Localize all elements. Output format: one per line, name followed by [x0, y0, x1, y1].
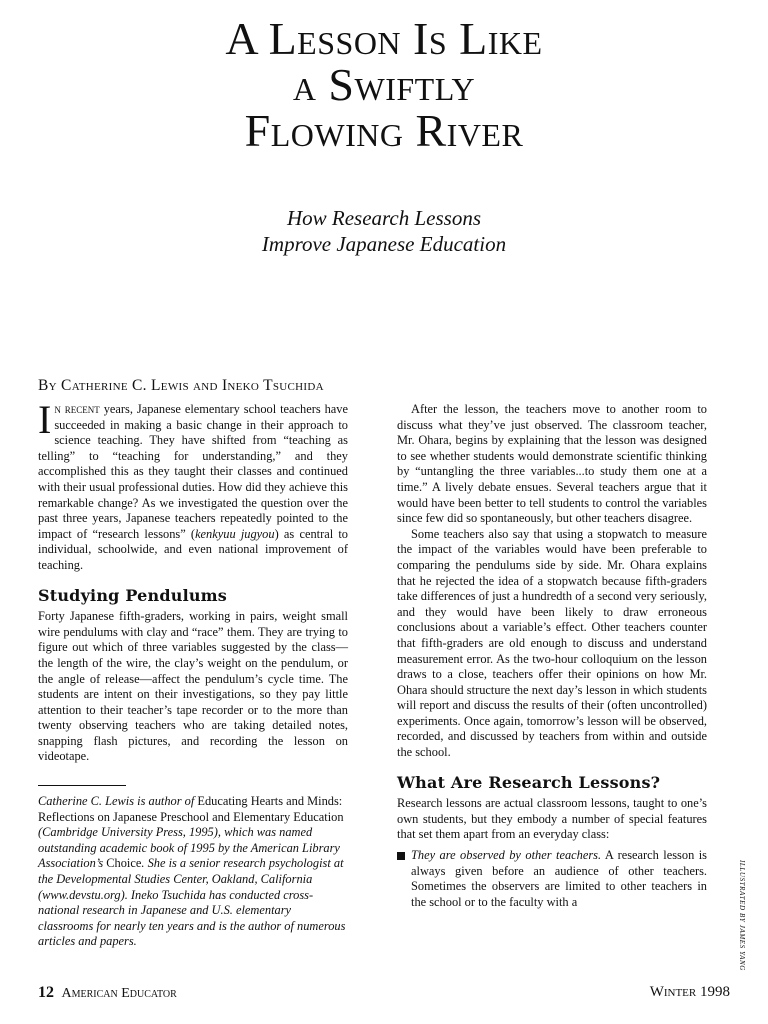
intro-text: years, Japanese elementary school teachers have succeeded in making a basic change in their approach to science teaching. They have shifted from “teaching as telling” to “teaching for understanding,” and they accomplished this as they taught their classes and continued with their usual professional duties. How did they achieve this remarkable change? As we investigated the question over the past three years, Japanese teachers repeatedly pointed to the impact of “research lessons” ( — [38, 402, 348, 541]
stopwatch-paragraph: Some teachers also say that using a stopwatch to measure the impact of the variables would have been preferable to comparing the pendulums side by side. Mr. Ohara explains that he rejected the idea of a stopwatch because fifth-graders take differences of just a hundredth of a second very seriously, and they would have been likely to draw erroneous conclusions about a variable’s effect. Other teachers counter that fifth-graders are old enough to discuss and understand measurement error. As the two-hour colloquium on the lesson draws to a close, teachers offer their opinions on how Mr. Ohara should structure the next day’s lesson in which students will report and discuss the results of their (often uncontrolled) experiments. Once again, tomorrow’s lesson will be observed, recorded, and discussed by teachers from within and outside the school. — [397, 526, 707, 760]
bio-part-e: . She is a senior research psychologist at the Developmental Studies Center, Oakland, California (www.devstu.org). Ineko Tsuchida has conducted cross-national research in Japanese and U.S. elementary classrooms for nearly ten years and is the author of numerous articles and papers. — [38, 856, 346, 949]
article-title — [0, 13, 768, 156]
title-line-2: a Swiftly — [292, 59, 476, 110]
pendulums-paragraph: Forty Japanese fifth-graders, working in pairs, weight small wire pendulums with clay and “race” them. They are trying to figure out which of three variables suggested by the class—the length of the wire, the clay’s weight on the pendulum, or the angle of release—affect the pendulum’s cycle time. The students are intent on their investigations, so they pay little attention to their teacher’s tape recorder or to the more than twenty observing teachers who are taking detailed notes, snapping flash pictures, and recording the lesson on videotape. — [38, 609, 348, 764]
title-line-3: Flowing River — [244, 105, 524, 156]
byline: By Catherine C. Lewis and Ineko Tsuchida — [38, 377, 324, 394]
left-column — [38, 397, 348, 950]
intro-term: kenkyuu jugyou — [195, 526, 275, 541]
bio-part-a: Catherine C. Lewis is author of — [38, 794, 198, 809]
bio-part-c: (Cambridge University Press, 1995), which was named outstanding academic book of 1995 by the American Library Association’s — [38, 825, 340, 871]
bio-divider — [38, 785, 126, 786]
bullet-lead: They are observed by other teachers. — [411, 848, 602, 863]
section-heading-pendulums: Studying Pendulums — [38, 585, 228, 605]
subtitle-line-1: How Research Lessons — [286, 206, 482, 230]
intro-end: ) as central to individual, schoolwide, and even national improvement of teaching. — [38, 526, 348, 572]
bullet-text: A research lesson is always given before an audience of other teachers. Sometimes the observers are limited to other teachers in the school or to the faculty with a — [411, 848, 707, 909]
footer-right — [650, 984, 730, 1001]
bullet-square-icon — [397, 852, 405, 860]
issue-season: Winter — [649, 984, 697, 1000]
publication-name: American Educator — [61, 986, 177, 1001]
issue-year: 1998 — [700, 984, 730, 1000]
section-heading-research-lessons: What Are Research Lessons? — [397, 772, 661, 792]
bio-book-title: Educating Hearts and Minds: Reflections on Japanese Preschool and Elementary Education — [38, 794, 344, 824]
subtitle-line-2: Improve Japanese Education — [261, 232, 507, 256]
drop-cap: I — [38, 397, 52, 442]
research-lessons-paragraph: Research lessons are actual classroom lessons, taught to one’s own students, but they embody a number of special features that set them apart from an everyday class: — [397, 796, 707, 842]
article-subtitle — [0, 205, 768, 257]
page-number: 12 — [38, 984, 54, 1001]
intro-paragraph — [38, 397, 348, 574]
bullet-observed — [397, 848, 707, 910]
footer-left — [38, 984, 177, 1002]
bio-choice: Choice — [106, 856, 142, 871]
author-bio — [38, 794, 348, 950]
lead-in: n recent — [54, 402, 100, 416]
after-lesson-paragraph: After the lesson, the teachers move to another room to discuss what they’ve just observed. The classroom teacher, Mr. Ohara, begins by explaining that the lesson was designed to see whether students would demonstrate scientific thinking by “untangling the three variables...to study them one at a time.” A lively debate ensues. Several teachers argue that it would have been better to tell students to control the variables since few did so spontaneously, but other teachers disagree. — [397, 402, 707, 526]
title-line-1: A Lesson Is Like — [225, 13, 543, 64]
illustration-credit: ILLUSTRATED BY JAMES YANG — [738, 860, 746, 971]
right-column — [397, 402, 707, 910]
